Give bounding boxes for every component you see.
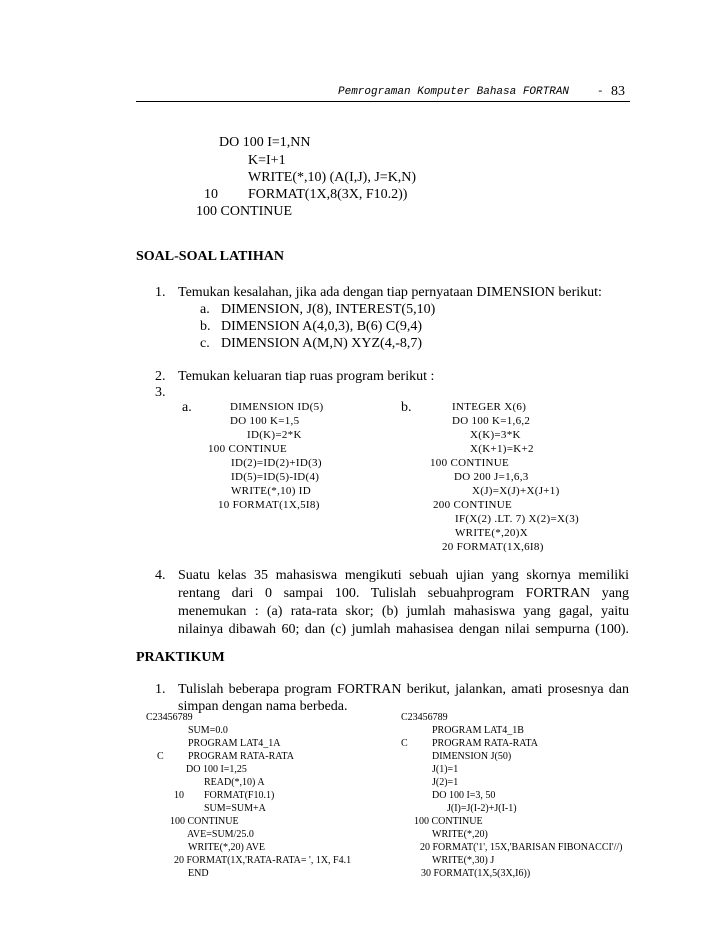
code-line: X(J)=X(J)+X(J+1) bbox=[472, 485, 560, 497]
header-rule bbox=[136, 101, 630, 102]
code-line: 200 CONTINUE bbox=[433, 499, 513, 511]
code-line: SUM=SUM+A bbox=[204, 803, 266, 814]
question-number: 3. bbox=[155, 385, 166, 400]
section-heading-praktikum: PRAKTIKUM bbox=[136, 650, 225, 665]
code-line: IF(X(2) .LT. 7) X(2)=X(3) bbox=[455, 513, 579, 525]
question-text: Temukan keluaran tiap ruas program berikut : bbox=[178, 369, 435, 384]
code-line: DO 100 I=1,NN bbox=[219, 135, 311, 150]
code-line: C23456789 bbox=[146, 712, 193, 723]
code-line: PROGRAM RATA-RATA bbox=[432, 738, 538, 749]
item-text: DIMENSION A(M,N) XYZ(4,-8,7) bbox=[221, 336, 423, 351]
code-line: 100 CONTINUE bbox=[208, 443, 288, 455]
running-title: Pemrograman Komputer Bahasa FORTRAN bbox=[338, 86, 570, 98]
code-line: 10 bbox=[174, 790, 184, 801]
code-line: C23456789 bbox=[401, 712, 448, 723]
item-text: DIMENSION A(4,0,3), B(6) C(9,4) bbox=[221, 319, 423, 334]
question-text: Temukan kesalahan, jika ada dengan tiap pernyataan DIMENSION berikut: bbox=[178, 285, 602, 300]
code-line: FORMAT(F10.1) bbox=[204, 790, 275, 801]
item-label: c. bbox=[200, 336, 210, 351]
page-number: 83 bbox=[611, 84, 625, 99]
code-line: 10 FORMAT(1X,5I8) bbox=[218, 499, 320, 511]
code-line: DO 200 J=1,6,3 bbox=[454, 471, 529, 483]
code-line: C bbox=[157, 751, 164, 762]
code-label: 10 bbox=[204, 187, 218, 202]
item-text: DIMENSION, J(8), INTEREST(5,10) bbox=[221, 302, 436, 317]
code-line: WRITE(*,30) J bbox=[432, 855, 495, 866]
paragraph-line: Tulislah beberapa program FORTRAN berikut, jalankan, amati prosesnya dan bbox=[178, 682, 629, 697]
code-line: INTEGER X(6) bbox=[452, 401, 527, 413]
code-line: C bbox=[401, 738, 408, 749]
section-heading-soal: SOAL-SOAL LATIHAN bbox=[136, 249, 284, 264]
code-line: WRITE(*,20) bbox=[432, 829, 488, 840]
code-line: 20 FORMAT(1X,'RATA-RATA= ', 1X, F4.1 bbox=[174, 855, 352, 866]
code-line: 100 CONTINUE bbox=[414, 816, 483, 827]
question-number: 4. bbox=[155, 568, 166, 583]
code-line: 100 CONTINUE bbox=[430, 457, 510, 469]
code-line: PROGRAM LAT4_1A bbox=[188, 738, 281, 749]
code-line: READ(*,10) A bbox=[204, 777, 265, 788]
code-line: SUM=0.0 bbox=[188, 725, 228, 736]
code-line: 20 FORMAT('1', 15X,'BARISAN FIBONACCI'//) bbox=[420, 842, 623, 853]
paragraph-line: nilainya dibawah 60; dan (c) jumlah mahasisea dengan nilai sempurna (100). bbox=[178, 622, 629, 637]
code-line: DO 100 I=3, 50 bbox=[432, 790, 496, 801]
code-line: END bbox=[188, 868, 209, 879]
code-line: PROGRAM RATA-RATA bbox=[188, 751, 294, 762]
code-line: J(2)=1 bbox=[432, 777, 459, 788]
question-number: 1. bbox=[155, 682, 166, 697]
code-line: DO 100 K=1,6,2 bbox=[452, 415, 531, 427]
code-line: WRITE(*,10) ID bbox=[231, 485, 311, 497]
code-line: AVE=SUM/25.0 bbox=[187, 829, 254, 840]
code-line: 100 CONTINUE bbox=[170, 816, 239, 827]
paragraph-line: rentang dari 0 sampai 100. Tulislah sebuahprogram FORTRAN yang bbox=[178, 586, 629, 601]
code-line: WRITE(*,20) AVE bbox=[188, 842, 266, 853]
code-line: 20 FORMAT(1X,6I8) bbox=[442, 541, 544, 553]
paragraph-line: menemukan : (a) rata-rata skor; (b) jumlah mahasiswa yang gagal, yaitu bbox=[178, 604, 629, 619]
subquestion-label-b: b. bbox=[401, 400, 412, 415]
code-line: J(1)=1 bbox=[432, 764, 459, 775]
header-dash: - bbox=[597, 86, 604, 98]
question-number: 2. bbox=[155, 369, 166, 384]
code-line: DO 100 K=1,5 bbox=[230, 415, 300, 427]
code-line: WRITE(*,20)X bbox=[455, 527, 528, 539]
code-line: FORMAT(1X,8(3X, F10.2)) bbox=[248, 187, 408, 202]
code-line: J(I)=J(I-2)+J(I-1) bbox=[447, 803, 517, 814]
code-line: 30 FORMAT(1X,5(3X,I6)) bbox=[421, 868, 531, 879]
subquestion-label-a: a. bbox=[182, 400, 192, 415]
question-number: 1. bbox=[155, 285, 166, 300]
paragraph-line: Suatu kelas 35 mahasiswa mengikuti sebuah ujian yang skornya memiliki bbox=[178, 568, 629, 583]
paragraph-line: simpan dengan nama berbeda. bbox=[178, 699, 348, 714]
code-line: PROGRAM LAT4_1B bbox=[432, 725, 524, 736]
item-label: b. bbox=[200, 319, 211, 334]
code-line: ID(5)=ID(5)-ID(4) bbox=[231, 471, 320, 483]
item-label: a. bbox=[200, 302, 210, 317]
code-line: DIMENSION J(50) bbox=[432, 751, 512, 762]
code-line: DIMENSION ID(5) bbox=[230, 401, 324, 413]
code-line: DO 100 I=1,25 bbox=[186, 764, 247, 775]
code-line: K=I+1 bbox=[248, 153, 286, 168]
code-line: X(K)=3*K bbox=[470, 429, 521, 441]
code-line: ID(2)=ID(2)+ID(3) bbox=[231, 457, 322, 469]
code-line: ID(K)=2*K bbox=[247, 429, 302, 441]
code-line: X(K+1)=K+2 bbox=[470, 443, 534, 455]
code-line: 100 CONTINUE bbox=[196, 204, 293, 219]
code-line: WRITE(*,10) (A(I,J), J=K,N) bbox=[248, 170, 417, 185]
